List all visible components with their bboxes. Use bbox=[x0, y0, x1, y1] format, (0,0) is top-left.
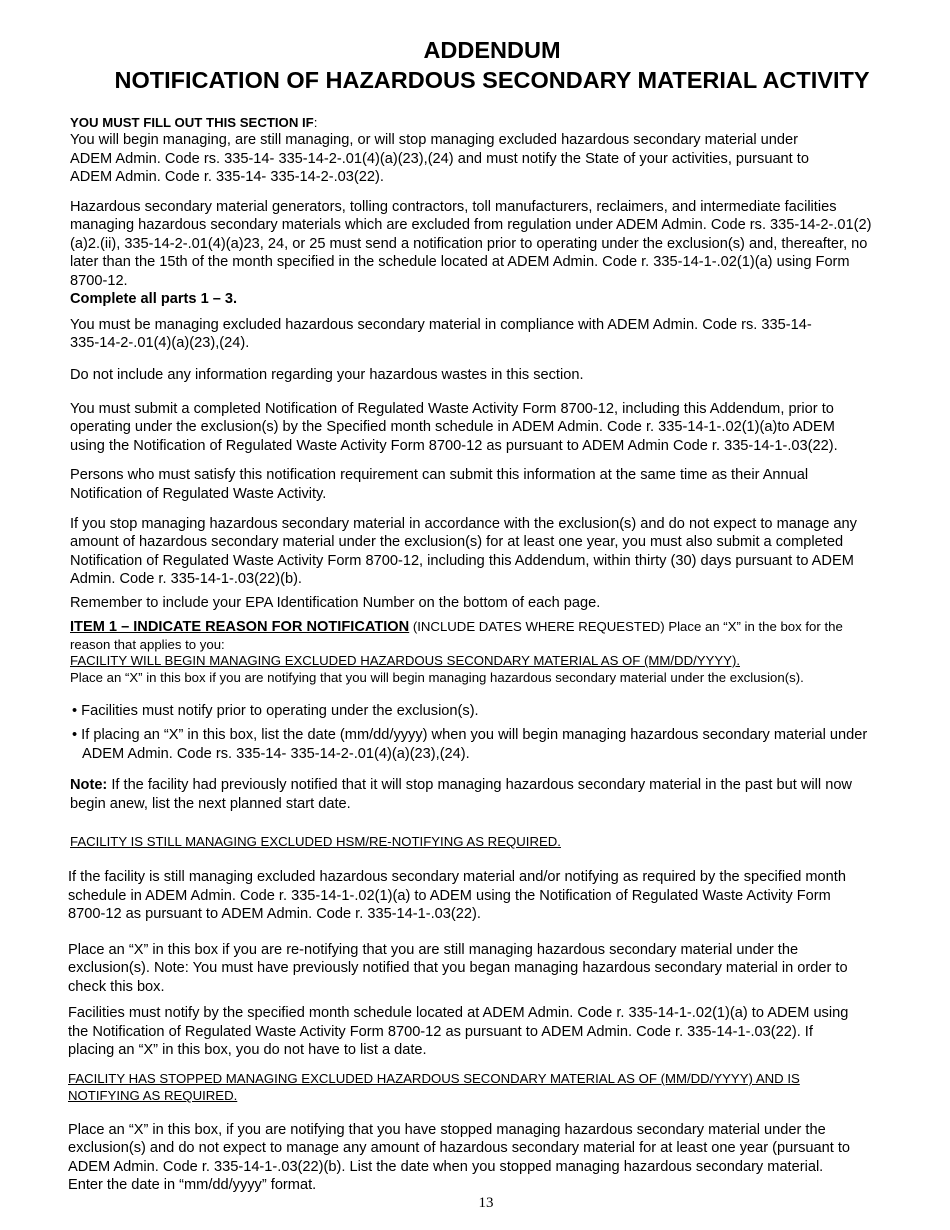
note-label: Note: bbox=[70, 777, 108, 793]
note-text: If the facility had previously notified that it will stop managing hazardous secondary material in the past but will now bbox=[107, 777, 852, 793]
stop-line: If you stop managing hazardous secondary material in accordance with the exclusion(s) and do not expect to manage any bbox=[70, 516, 857, 532]
submit-line: using the Notification of Regulated Waste Activity Form 8700-12 as pursuant to ADEM Admin Code r. 335-14-1-.03(22). bbox=[70, 438, 838, 454]
renotify-line: Place an “X” in this box if you are re-notifying that you are still managing hazardous secondary material under the bbox=[68, 942, 799, 958]
compliance-line: You must be managing excluded hazardous secondary material in compliance with ADEM Admin. Code rs. 335-14- bbox=[70, 317, 812, 333]
stop-line: amount of hazardous secondary material under the exclusion(s) for at least one year, you must also submit a completed bbox=[70, 534, 844, 550]
page-number: 13 bbox=[478, 1195, 494, 1211]
schedule-line: the Notification of Regulated Waste Activity Form 8700-12 as pursuant to ADEM Admin. Code r. 335-14-1-.03(22). If bbox=[68, 1024, 813, 1040]
item1-heading-row bbox=[70, 618, 843, 637]
bullet-list-date: • If placing an “X” in this box, list the date (mm/dd/yyyy) when you will begin managing hazardous secondary material under bbox=[72, 727, 868, 743]
schedule-line: placing an “X” in this box, you do not have to list a date. bbox=[68, 1042, 427, 1058]
renotify-line: exclusion(s). Note: You must have previously notified that you began managing hazardous secondary material in order to bbox=[68, 960, 848, 976]
generators-line: (a)2.(ii), 335-14-2-.01(4)(a)23, 24, or 25 must send a notification prior to operating under the exclusion(s) and, thereafter, no bbox=[70, 236, 868, 252]
complete-parts-note: Complete all parts 1 – 3. bbox=[70, 291, 238, 307]
compliance-line: 335-14-2-.01(4)(a)(23),(24). bbox=[70, 335, 250, 351]
item1-heading-line2: reason that applies to you: bbox=[70, 637, 225, 652]
generators-line: Hazardous secondary material generators, tolling contractors, toll manufacturers, reclaimers, and intermediate facilities bbox=[70, 199, 837, 215]
item1-heading-rest: (INCLUDE DATES WHERE REQUESTED) Place an “X” in the box for the bbox=[409, 619, 843, 634]
intro-line: ADEM Admin. Code rs. 335-14- 335-14-2-.01(4)(a)(23),(24) and must notify the State of your activities, pursuant to bbox=[70, 151, 809, 167]
page-subtitle: NOTIFICATION OF HAZARDOUS SECONDARY MATERIAL ACTIVITY bbox=[114, 67, 870, 93]
stop-line: Admin. Code r. 335-14-1-.03(22)(b). bbox=[70, 571, 302, 587]
bullet-notify-prior: • Facilities must notify prior to operating under the exclusion(s). bbox=[72, 703, 479, 719]
renotify-line: check this box. bbox=[68, 979, 165, 995]
page-title: ADDENDUM bbox=[423, 37, 561, 63]
no-wastes-note: Do not include any information regarding your hazardous wastes in this section. bbox=[70, 367, 584, 383]
remember-note: Remember to include your EPA Identification Number on the bottom of each page. bbox=[70, 595, 601, 611]
note-line2: begin anew, list the next planned start date. bbox=[70, 796, 351, 812]
stopped-line: ADEM Admin. Code r. 335-14-1-.03(22)(b). List the date when you stopped managing hazardous secondary material. bbox=[68, 1159, 824, 1175]
stop-line: Notification of Regulated Waste Activity Form 8700-12, including this Addendum, within thirty (30) days pursuant to ADEM bbox=[70, 553, 854, 569]
intro-line: You will begin managing, are still managing, or will stop managing excluded hazardous secondary material under bbox=[70, 132, 798, 148]
stopped-managing-heading: FACILITY HAS STOPPED MANAGING EXCLUDED HAZARDOUS SECONDARY MATERIAL AS OF (MM/DD/YYYY) AND IS bbox=[68, 1071, 800, 1086]
still-line: If the facility is still managing excluded hazardous secondary material and/or notifying as required by the specified month bbox=[68, 869, 846, 885]
still-line: schedule in ADEM Admin. Code r. 335-14-1-.02(1)(a) to ADEM using the Notification of Regulated Waste Activity Form bbox=[68, 888, 831, 904]
generators-line: later than the 15th of the month specified in the schedule located at ADEM Admin. Code r. 335-14-1-.02(1)(a) using Form bbox=[70, 254, 850, 270]
generators-line: 8700-12. bbox=[70, 273, 128, 289]
persons-line: Persons who must satisfy this notification requirement can submit this information at the same time as their Annual bbox=[70, 467, 809, 483]
stopped-line: Place an “X” in this box, if you are notifying that you have stopped managing hazardous secondary material under the bbox=[68, 1122, 826, 1138]
begin-managing-heading: FACILITY WILL BEGIN MANAGING EXCLUDED HAZARDOUS SECONDARY MATERIAL AS OF (MM/DD/YYYY). bbox=[70, 653, 740, 668]
generators-line: managing hazardous secondary materials which are excluded from regulation under ADEM Admin. Code rs. 335-14-2-.01(2) bbox=[70, 217, 872, 233]
stopped-line: Enter the date in “mm/dd/yyyy” format. bbox=[68, 1177, 317, 1193]
submit-line: You must submit a completed Notification of Regulated Waste Activity Form 8700-12, including this Addendum, prior to bbox=[70, 401, 834, 417]
still-line: 8700-12 as pursuant to ADEM Admin. Code r. 335-14-1-.03(22). bbox=[68, 906, 481, 922]
stopped-line: exclusion(s) and do not expect to manage any amount of hazardous secondary material for at least one year (pursuant to bbox=[68, 1140, 851, 1156]
intro-line: ADEM Admin. Code r. 335-14- 335-14-2-.03(22). bbox=[70, 169, 384, 185]
bullet-list-date-cont: ADEM Admin. Code rs. 335-14- 335-14-2-.01(4)(a)(23),(24). bbox=[82, 746, 470, 762]
must-fill-heading: YOU MUST FILL OUT THIS SECTION IF: bbox=[70, 115, 318, 130]
persons-line: Notification of Regulated Waste Activity. bbox=[70, 486, 327, 502]
stopped-managing-heading-cont: NOTIFYING AS REQUIRED. bbox=[68, 1088, 238, 1103]
note-row bbox=[70, 776, 852, 795]
schedule-line: Facilities must notify by the specified month schedule located at ADEM Admin. Code r. 335-14-1-.02(1)(a) to ADEM using bbox=[68, 1005, 849, 1021]
begin-managing-instruction: Place an “X” in this box if you are notifying that you will begin managing hazardous secondary material under the exclusion(s). bbox=[70, 670, 804, 685]
still-managing-heading: FACILITY IS STILL MANAGING EXCLUDED HSM/RE-NOTIFYING AS REQUIRED. bbox=[70, 834, 561, 849]
item1-heading: ITEM 1 – INDICATE REASON FOR NOTIFICATION bbox=[70, 619, 410, 635]
submit-line: operating under the exclusion(s) by the Specified month schedule in ADEM Admin. Code r. 335-14-1-.02(1)(a)to ADEM bbox=[70, 419, 835, 435]
